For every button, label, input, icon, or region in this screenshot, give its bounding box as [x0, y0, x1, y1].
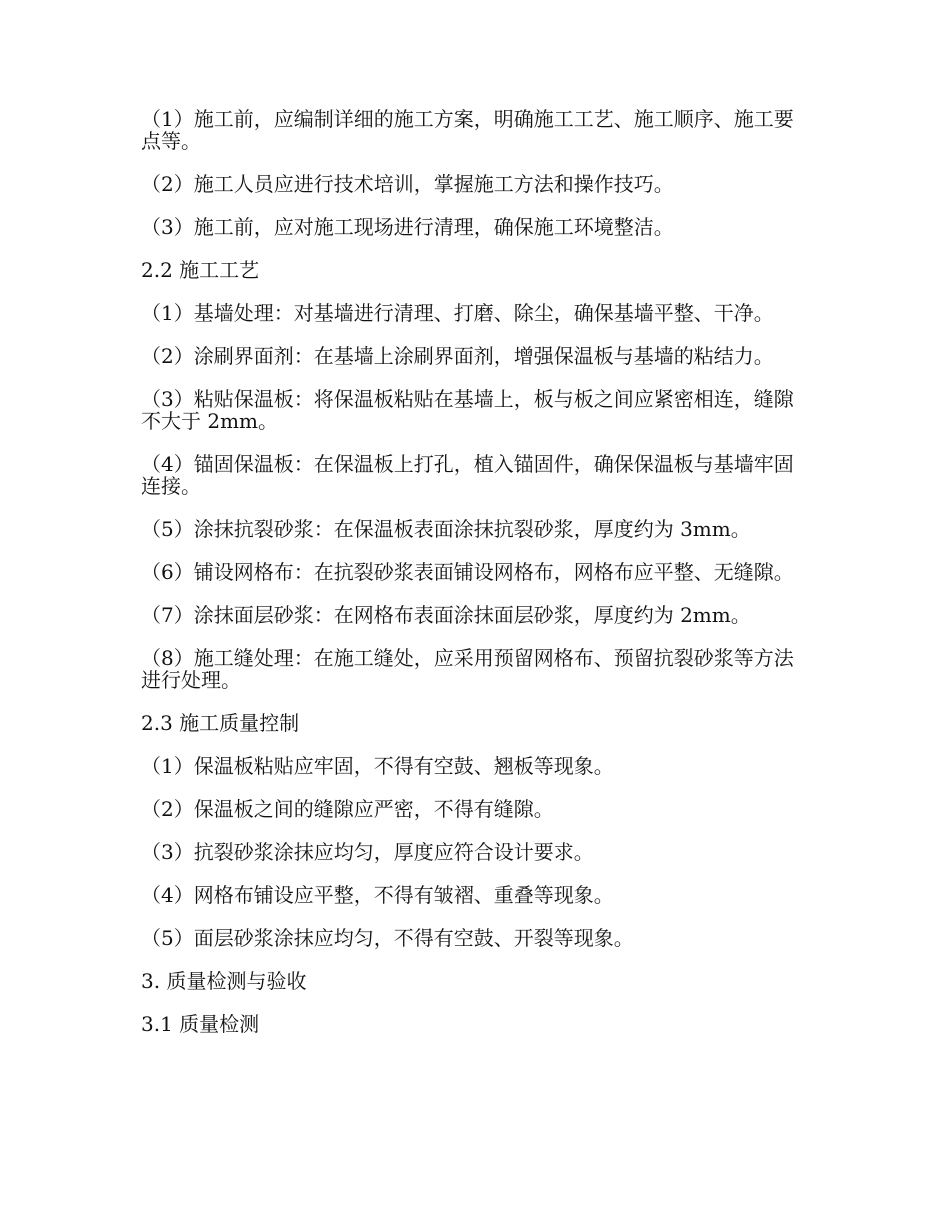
paragraph-quality-2: （2）保温板之间的缝隙应严密，不得有缝隙。 — [141, 797, 554, 821]
paragraph-process-1: （1）基墙处理：对基墙进行清理、打磨、除尘，确保基墙平整、干净。 — [141, 301, 774, 325]
paragraph-process-5: （5）涂抹抗裂砂浆：在保温板表面涂抹抗裂砂浆，厚度约为 3mm。 — [141, 517, 751, 541]
paragraph-prep-3: （3）施工前，应对施工现场进行清理，确保施工环境整洁。 — [141, 215, 674, 239]
paragraph-prep-1: （1）施工前，应编制详细的施工方案，明确施工工艺、施工顺序、施工要点等。 — [141, 107, 794, 153]
paragraph-process-7: （7）涂抹面层砂浆：在网格布表面涂抹面层砂浆，厚度约为 2mm。 — [141, 603, 751, 627]
paragraph-quality-5: （5）面层砂浆涂抹应均匀，不得有空鼓、开裂等现象。 — [141, 926, 634, 950]
paragraph-quality-3: （3）抗裂砂浆涂抹应均匀，厚度应符合设计要求。 — [141, 840, 594, 864]
document-page — [141, 108, 809, 1056]
section-heading-3: 3. 质量检测与验收 — [141, 969, 307, 993]
paragraph-process-8: （8）施工缝处理：在施工缝处，应采用预留网格布、预留抗裂砂浆等方法进行处理。 — [141, 646, 794, 692]
paragraph-process-4: （4）锚固保温板：在保温板上打孔，植入锚固件，确保保温板与基墙牢固连接。 — [141, 452, 794, 498]
paragraph-prep-2: （2）施工人员应进行技术培训，掌握施工方法和操作技巧。 — [141, 172, 674, 196]
paragraph-process-2: （2）涂刷界面剂：在基墙上涂刷界面剂，增强保温板与基墙的粘结力。 — [141, 344, 774, 368]
section-heading-2-2: 2.2 施工工艺 — [141, 258, 260, 282]
paragraph-process-6: （6）铺设网格布：在抗裂砂浆表面铺设网格布，网格布应平整、无缝隙。 — [141, 560, 794, 584]
section-heading-3-1: 3.1 质量检测 — [141, 1012, 260, 1036]
paragraph-process-3: （3）粘贴保温板：将保温板粘贴在基墙上，板与板之间应紧密相连，缝隙不大于 2mm。 — [141, 387, 794, 433]
paragraph-quality-4: （4）网格布铺设应平整，不得有皱褶、重叠等现象。 — [141, 883, 614, 907]
paragraph-quality-1: （1）保温板粘贴应牢固，不得有空鼓、翘板等现象。 — [141, 754, 614, 778]
section-heading-2-3: 2.3 施工质量控制 — [141, 711, 300, 735]
